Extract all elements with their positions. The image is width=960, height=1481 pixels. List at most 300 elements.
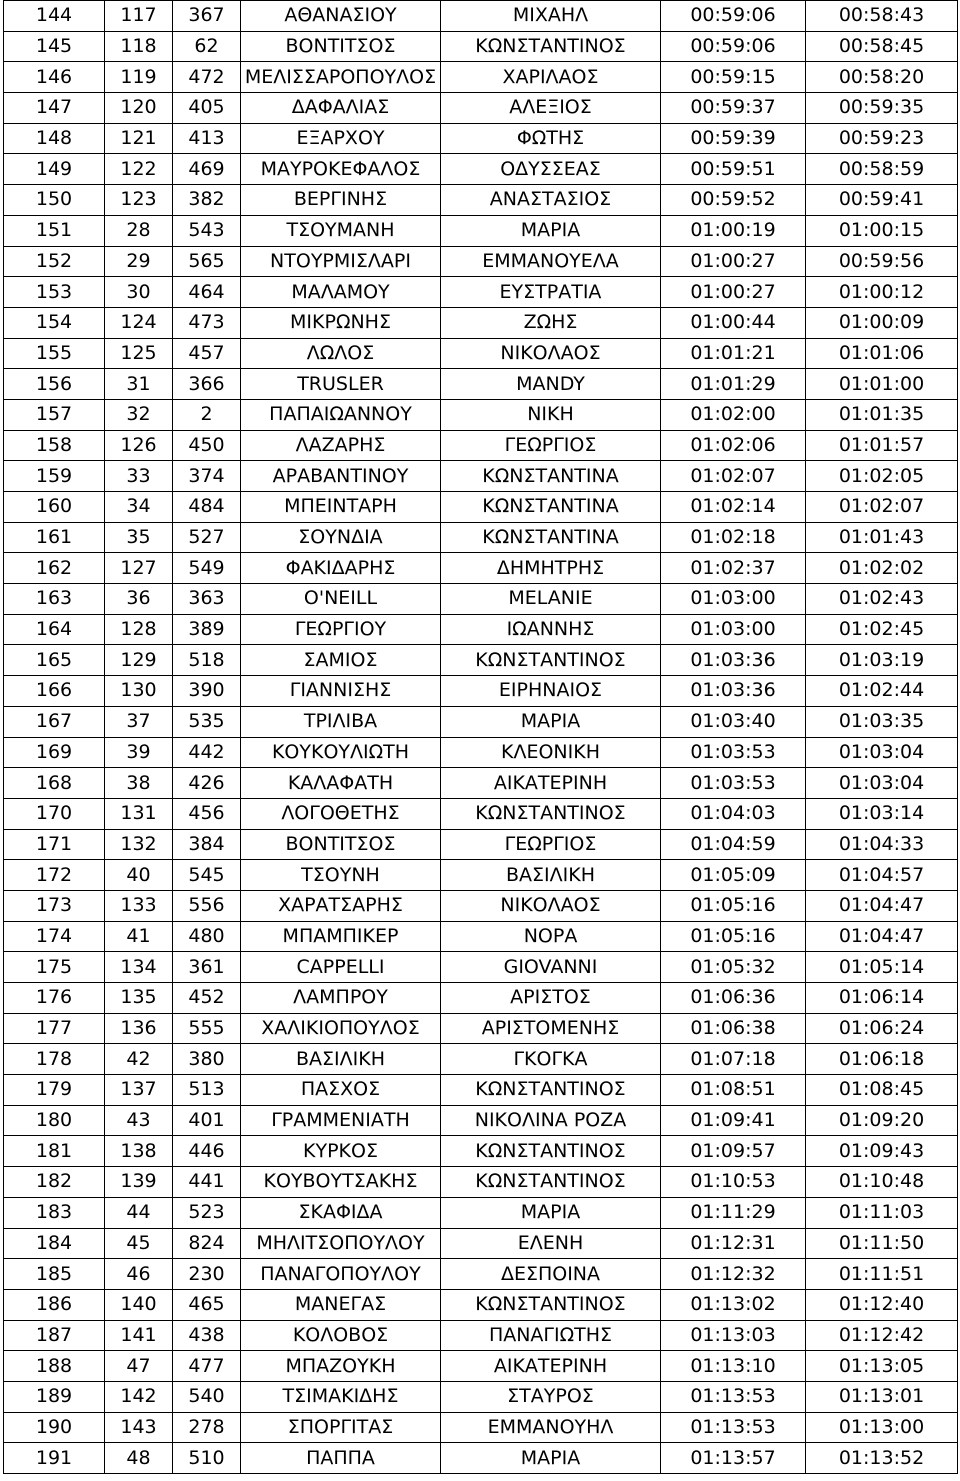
overall-position-cell: 155 [4,338,105,369]
bib-number-cell: 401 [173,1105,241,1136]
category-position-cell: 123 [105,185,173,216]
gun-time-cell: 01:13:53 [661,1381,806,1412]
first-name-cell: ΑΡΙΣΤΟΣ [441,983,661,1014]
chip-time-cell: 01:01:57 [806,430,958,461]
first-name-cell: ΑΙΚΑΤΕΡΙΝΗ [441,768,661,799]
last-name-cell: ΜΠΑΜΠΙΚΕΡ [241,921,441,952]
table-row [4,860,958,891]
overall-position-cell: 150 [4,185,105,216]
chip-time-cell: 01:02:02 [806,553,958,584]
gun-time-cell: 01:13:57 [661,1443,806,1474]
chip-time-cell: 01:04:47 [806,890,958,921]
category-position-cell: 117 [105,1,173,32]
chip-time-cell: 01:13:05 [806,1351,958,1382]
overall-position-cell: 190 [4,1412,105,1443]
category-position-cell: 138 [105,1136,173,1167]
first-name-cell: ΣΤΑΥΡΟΣ [441,1381,661,1412]
first-name-cell: ΕΜΜΑΝΟΥΕΛΑ [441,246,661,277]
category-position-cell: 36 [105,584,173,615]
table-row [4,1105,958,1136]
last-name-cell: ΓΕΩΡΓΙΟΥ [241,614,441,645]
table-row [4,921,958,952]
category-position-cell: 30 [105,277,173,308]
table-row [4,215,958,246]
first-name-cell: ΑΛΕΞΙΟΣ [441,93,661,124]
results-table-body [4,1,958,1474]
category-position-cell: 126 [105,430,173,461]
last-name-cell: ΚΑΛΑΦΑΤΗ [241,768,441,799]
bib-number-cell: 426 [173,768,241,799]
last-name-cell: ΜΠΕΙΝΤΑΡΗ [241,492,441,523]
last-name-cell: ΝΤΟΥΡΜΙΣΛΑΡΙ [241,246,441,277]
overall-position-cell: 151 [4,215,105,246]
overall-position-cell: 188 [4,1351,105,1382]
category-position-cell: 136 [105,1013,173,1044]
overall-position-cell: 189 [4,1381,105,1412]
chip-time-cell: 01:03:35 [806,706,958,737]
overall-position-cell: 162 [4,553,105,584]
bib-number-cell: 452 [173,983,241,1014]
last-name-cell: ΜΑΥΡΟΚΕΦΑΛΟΣ [241,154,441,185]
bib-number-cell: 2 [173,399,241,430]
chip-time-cell: 00:59:35 [806,93,958,124]
gun-time-cell: 01:03:36 [661,645,806,676]
overall-position-cell: 157 [4,399,105,430]
category-position-cell: 47 [105,1351,173,1382]
overall-position-cell: 181 [4,1136,105,1167]
category-position-cell: 134 [105,952,173,983]
category-position-cell: 45 [105,1228,173,1259]
bib-number-cell: 384 [173,829,241,860]
table-row [4,93,958,124]
bib-number-cell: 540 [173,1381,241,1412]
first-name-cell: ΕΙΡΗΝΑΙΟΣ [441,676,661,707]
table-row [4,1075,958,1106]
last-name-cell: ΓΙΑΝΝΙΣΗΣ [241,676,441,707]
last-name-cell: ΤΣΟΥΝΗ [241,860,441,891]
gun-time-cell: 01:09:41 [661,1105,806,1136]
bib-number-cell: 527 [173,522,241,553]
table-row [4,829,958,860]
bib-number-cell: 230 [173,1259,241,1290]
overall-position-cell: 148 [4,123,105,154]
bib-number-cell: 441 [173,1167,241,1198]
last-name-cell: ΒΟΝΤΙΤΣΟΣ [241,31,441,62]
first-name-cell: ΚΛΕΟΝΙΚΗ [441,737,661,768]
chip-time-cell: 01:03:04 [806,737,958,768]
bib-number-cell: 390 [173,676,241,707]
bib-number-cell: 472 [173,62,241,93]
chip-time-cell: 01:04:47 [806,921,958,952]
gun-time-cell: 01:04:59 [661,829,806,860]
table-row [4,706,958,737]
overall-position-cell: 167 [4,706,105,737]
bib-number-cell: 513 [173,1075,241,1106]
last-name-cell: ΜΠΑΖΟΥΚΗ [241,1351,441,1382]
bib-number-cell: 464 [173,277,241,308]
table-row [4,430,958,461]
table-row [4,983,958,1014]
first-name-cell: ΦΩΤΗΣ [441,123,661,154]
category-position-cell: 137 [105,1075,173,1106]
first-name-cell: ΚΩΝΣΤΑΝΤΙΝΟΣ [441,1167,661,1198]
table-row [4,1228,958,1259]
bib-number-cell: 361 [173,952,241,983]
overall-position-cell: 186 [4,1289,105,1320]
last-name-cell: ΛΟΓΟΘΕΤΗΣ [241,798,441,829]
first-name-cell: ΓΕΩΡΓΙΟΣ [441,430,661,461]
gun-time-cell: 01:03:40 [661,706,806,737]
gun-time-cell: 01:05:16 [661,921,806,952]
chip-time-cell: 01:13:52 [806,1443,958,1474]
last-name-cell: ΒΕΡΓΙΝΗΣ [241,185,441,216]
bib-number-cell: 374 [173,461,241,492]
chip-time-cell: 01:02:07 [806,492,958,523]
gun-time-cell: 01:08:51 [661,1075,806,1106]
table-row [4,737,958,768]
overall-position-cell: 179 [4,1075,105,1106]
first-name-cell: ΝΟΡΑ [441,921,661,952]
table-row [4,1167,958,1198]
chip-time-cell: 01:00:15 [806,215,958,246]
overall-position-cell: 145 [4,31,105,62]
category-position-cell: 40 [105,860,173,891]
bib-number-cell: 535 [173,706,241,737]
table-row [4,461,958,492]
first-name-cell: ΜΑΡΙΑ [441,706,661,737]
bib-number-cell: 565 [173,246,241,277]
category-position-cell: 118 [105,31,173,62]
table-row [4,1381,958,1412]
gun-time-cell: 01:02:07 [661,461,806,492]
gun-time-cell: 01:02:00 [661,399,806,430]
last-name-cell: ΛΑΖΑΡΗΣ [241,430,441,461]
chip-time-cell: 01:11:03 [806,1197,958,1228]
bib-number-cell: 457 [173,338,241,369]
results-table [3,0,958,1474]
bib-number-cell: 556 [173,890,241,921]
last-name-cell: ΣΠΟΡΓΙΤΑΣ [241,1412,441,1443]
overall-position-cell: 187 [4,1320,105,1351]
category-position-cell: 122 [105,154,173,185]
last-name-cell: ΦΑΚΙΔΑΡΗΣ [241,553,441,584]
overall-position-cell: 149 [4,154,105,185]
last-name-cell: ΛΑΜΠΡΟΥ [241,983,441,1014]
table-row [4,31,958,62]
overall-position-cell: 173 [4,890,105,921]
chip-time-cell: 01:04:33 [806,829,958,860]
table-row [4,584,958,615]
last-name-cell: ΜΕΛΙΣΣΑΡΟΠΟΥΛΟΣ [241,62,441,93]
chip-time-cell: 00:58:45 [806,31,958,62]
table-row [4,553,958,584]
overall-position-cell: 182 [4,1167,105,1198]
overall-position-cell: 177 [4,1013,105,1044]
chip-time-cell: 01:02:45 [806,614,958,645]
last-name-cell: ΧΑΡΑΤΣΑΡΗΣ [241,890,441,921]
gun-time-cell: 01:13:10 [661,1351,806,1382]
chip-time-cell: 01:01:35 [806,399,958,430]
overall-position-cell: 191 [4,1443,105,1474]
overall-position-cell: 158 [4,430,105,461]
first-name-cell: ΑΝΑΣΤΑΣΙΟΣ [441,185,661,216]
chip-time-cell: 00:59:41 [806,185,958,216]
category-position-cell: 41 [105,921,173,952]
last-name-cell: ΚΟΥΒΟΥΤΣΑΚΗΣ [241,1167,441,1198]
overall-position-cell: 160 [4,492,105,523]
overall-position-cell: 153 [4,277,105,308]
last-name-cell: ΒΟΝΤΙΤΣΟΣ [241,829,441,860]
last-name-cell: ΜΑΝΕΓΑΣ [241,1289,441,1320]
table-row [4,1,958,32]
chip-time-cell: 01:01:06 [806,338,958,369]
last-name-cell: ΑΘΑΝΑΣΙΟΥ [241,1,441,32]
gun-time-cell: 01:02:37 [661,553,806,584]
category-position-cell: 37 [105,706,173,737]
table-row [4,952,958,983]
chip-time-cell: 01:03:14 [806,798,958,829]
gun-time-cell: 01:03:00 [661,584,806,615]
category-position-cell: 48 [105,1443,173,1474]
bib-number-cell: 413 [173,123,241,154]
category-position-cell: 32 [105,399,173,430]
chip-time-cell: 01:08:45 [806,1075,958,1106]
chip-time-cell: 01:12:40 [806,1289,958,1320]
table-row [4,798,958,829]
last-name-cell: ΠΑΠΑΙΩΑΝΝΟΥ [241,399,441,430]
table-row [4,676,958,707]
chip-time-cell: 01:10:48 [806,1167,958,1198]
category-position-cell: 139 [105,1167,173,1198]
overall-position-cell: 146 [4,62,105,93]
gun-time-cell: 01:00:27 [661,246,806,277]
first-name-cell: ΚΩΝΣΤΑΝΤΙΝΟΣ [441,798,661,829]
overall-position-cell: 159 [4,461,105,492]
last-name-cell: ΔΑΦΑΛΙΑΣ [241,93,441,124]
overall-position-cell: 184 [4,1228,105,1259]
bib-number-cell: 543 [173,215,241,246]
last-name-cell: ΣΑΜΙΟΣ [241,645,441,676]
gun-time-cell: 01:06:38 [661,1013,806,1044]
category-position-cell: 31 [105,369,173,400]
bib-number-cell: 523 [173,1197,241,1228]
overall-position-cell: 165 [4,645,105,676]
gun-time-cell: 01:02:06 [661,430,806,461]
bib-number-cell: 465 [173,1289,241,1320]
table-row [4,1320,958,1351]
last-name-cell: ΑΡΑΒΑΝΤΙΝΟΥ [241,461,441,492]
first-name-cell: ΚΩΝΣΤΑΝΤΙΝΟΣ [441,1289,661,1320]
chip-time-cell: 01:09:20 [806,1105,958,1136]
chip-time-cell: 01:00:09 [806,307,958,338]
table-row [4,62,958,93]
gun-time-cell: 01:04:03 [661,798,806,829]
first-name-cell: ΟΔΥΣΣΕΑΣ [441,154,661,185]
category-position-cell: 28 [105,215,173,246]
table-row [4,277,958,308]
first-name-cell: ΚΩΝΣΤΑΝΤΙΝΑ [441,461,661,492]
table-row [4,399,958,430]
first-name-cell: ΓΚΟΓΚΑ [441,1044,661,1075]
first-name-cell: ΕΛΕΝΗ [441,1228,661,1259]
table-row [4,1259,958,1290]
table-row [4,307,958,338]
chip-time-cell: 01:01:43 [806,522,958,553]
last-name-cell: ΛΩΛΟΣ [241,338,441,369]
overall-position-cell: 168 [4,768,105,799]
chip-time-cell: 00:58:20 [806,62,958,93]
overall-position-cell: 170 [4,798,105,829]
bib-number-cell: 555 [173,1013,241,1044]
overall-position-cell: 169 [4,737,105,768]
last-name-cell: ΧΑΛΙΚΙΟΠΟΥΛΟΣ [241,1013,441,1044]
bib-number-cell: 389 [173,614,241,645]
bib-number-cell: 405 [173,93,241,124]
gun-time-cell: 01:13:03 [661,1320,806,1351]
first-name-cell: ΜΑΡΙΑ [441,1443,661,1474]
last-name-cell: TRUSLER [241,369,441,400]
chip-time-cell: 01:02:05 [806,461,958,492]
overall-position-cell: 180 [4,1105,105,1136]
overall-position-cell: 185 [4,1259,105,1290]
overall-position-cell: 166 [4,676,105,707]
first-name-cell: ΖΩΗΣ [441,307,661,338]
first-name-cell: ΚΩΝΣΤΑΝΤΙΝΑ [441,492,661,523]
gun-time-cell: 01:02:14 [661,492,806,523]
gun-time-cell: 00:59:51 [661,154,806,185]
category-position-cell: 135 [105,983,173,1014]
last-name-cell: ΒΑΣΙΛΙΚΗ [241,1044,441,1075]
gun-time-cell: 01:03:53 [661,737,806,768]
first-name-cell: ΝΙΚΟΛΑΟΣ [441,890,661,921]
first-name-cell: ΚΩΝΣΤΑΝΤΙΝΟΣ [441,1136,661,1167]
chip-time-cell: 01:04:57 [806,860,958,891]
gun-time-cell: 01:12:32 [661,1259,806,1290]
chip-time-cell: 01:13:00 [806,1412,958,1443]
bib-number-cell: 367 [173,1,241,32]
last-name-cell: ΤΣΙΜΑΚΙΔΗΣ [241,1381,441,1412]
first-name-cell: ΚΩΝΣΤΑΝΤΙΝΑ [441,522,661,553]
category-position-cell: 42 [105,1044,173,1075]
table-row [4,246,958,277]
gun-time-cell: 01:03:00 [661,614,806,645]
first-name-cell: ΠΑΝΑΓΙΩΤΗΣ [441,1320,661,1351]
first-name-cell: ΝΙΚΟΛΑΟΣ [441,338,661,369]
category-position-cell: 121 [105,123,173,154]
last-name-cell: ΓΡΑΜΜΕΝΙΑΤΗ [241,1105,441,1136]
category-position-cell: 120 [105,93,173,124]
bib-number-cell: 62 [173,31,241,62]
first-name-cell: ΝΙΚΟΛΙΝΑ ΡΟΖΑ [441,1105,661,1136]
table-row [4,1289,958,1320]
gun-time-cell: 01:03:36 [661,676,806,707]
overall-position-cell: 175 [4,952,105,983]
table-row [4,338,958,369]
bib-number-cell: 480 [173,921,241,952]
table-row [4,1412,958,1443]
last-name-cell: CAPPELLI [241,952,441,983]
gun-time-cell: 01:02:18 [661,522,806,553]
table-row [4,1136,958,1167]
chip-time-cell: 01:06:24 [806,1013,958,1044]
overall-position-cell: 176 [4,983,105,1014]
gun-time-cell: 01:00:19 [661,215,806,246]
category-position-cell: 133 [105,890,173,921]
table-row [4,154,958,185]
category-position-cell: 35 [105,522,173,553]
gun-time-cell: 01:09:57 [661,1136,806,1167]
last-name-cell: ΣΟΥΝΔΙΑ [241,522,441,553]
gun-time-cell: 00:59:39 [661,123,806,154]
first-name-cell: ΒΑΣΙΛΙΚΗ [441,860,661,891]
first-name-cell: ΜΑΡΙΑ [441,215,661,246]
table-row [4,614,958,645]
chip-time-cell: 01:03:19 [806,645,958,676]
category-position-cell: 127 [105,553,173,584]
category-position-cell: 124 [105,307,173,338]
gun-time-cell: 01:00:27 [661,277,806,308]
chip-time-cell: 01:03:04 [806,768,958,799]
bib-number-cell: 518 [173,645,241,676]
chip-time-cell: 01:02:43 [806,584,958,615]
chip-time-cell: 01:09:43 [806,1136,958,1167]
gun-time-cell: 00:59:37 [661,93,806,124]
category-position-cell: 130 [105,676,173,707]
last-name-cell: ΕΞΑΡΧΟΥ [241,123,441,154]
category-position-cell: 125 [105,338,173,369]
table-row [4,890,958,921]
first-name-cell: MELANIE [441,584,661,615]
first-name-cell: ΑΡΙΣΤΟΜΕΝΗΣ [441,1013,661,1044]
first-name-cell: ΔΗΜΗΤΡΗΣ [441,553,661,584]
first-name-cell: ΔΕΣΠΟΙΝΑ [441,1259,661,1290]
first-name-cell: ΜΑΡΙΑ [441,1197,661,1228]
last-name-cell: O'NEILL [241,584,441,615]
chip-time-cell: 01:02:44 [806,676,958,707]
table-row [4,1197,958,1228]
table-row [4,1044,958,1075]
last-name-cell: ΜΗΛΙΤΣΟΠΟΥΛΟΥ [241,1228,441,1259]
table-row [4,1443,958,1474]
first-name-cell: ΚΩΝΣΤΑΝΤΙΝΟΣ [441,1075,661,1106]
category-position-cell: 46 [105,1259,173,1290]
bib-number-cell: 442 [173,737,241,768]
overall-position-cell: 178 [4,1044,105,1075]
last-name-cell: ΜΙΚΡΩΝΗΣ [241,307,441,338]
bib-number-cell: 380 [173,1044,241,1075]
chip-time-cell: 00:59:23 [806,123,958,154]
overall-position-cell: 147 [4,93,105,124]
table-row [4,1013,958,1044]
gun-time-cell: 01:05:09 [661,860,806,891]
bib-number-cell: 446 [173,1136,241,1167]
gun-time-cell: 01:11:29 [661,1197,806,1228]
gun-time-cell: 00:59:06 [661,1,806,32]
overall-position-cell: 156 [4,369,105,400]
table-row [4,522,958,553]
category-position-cell: 140 [105,1289,173,1320]
overall-position-cell: 144 [4,1,105,32]
category-position-cell: 143 [105,1412,173,1443]
chip-time-cell: 00:59:56 [806,246,958,277]
overall-position-cell: 183 [4,1197,105,1228]
first-name-cell: ΕΜΜΑΝΟΥΗΛ [441,1412,661,1443]
first-name-cell: ΧΑΡΙΛΑΟΣ [441,62,661,93]
gun-time-cell: 01:13:53 [661,1412,806,1443]
gun-time-cell: 01:03:53 [661,768,806,799]
chip-time-cell: 01:13:01 [806,1381,958,1412]
bib-number-cell: 363 [173,584,241,615]
